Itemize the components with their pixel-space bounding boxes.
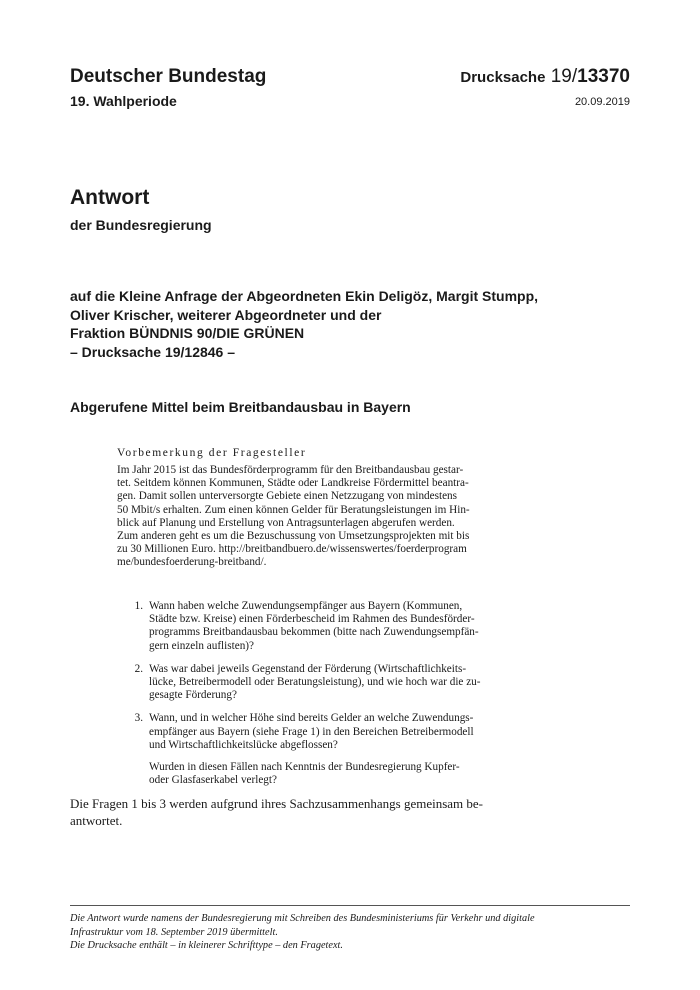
question-line: Wann haben welche Zuwendungsempfänger aus Bayern (Kommunen,: [149, 600, 463, 612]
question-line: empfänger aus Bayern (siehe Frage 1) in den Bereichen Betreibermodell: [149, 725, 474, 738]
document-subject: Abgerufene Mittel beim Breitbandausbau in Bayern: [70, 399, 411, 415]
question-line: Was war dabei jeweils Gegenstand der Förderung (Wirtschaftlichkeits-: [149, 662, 467, 675]
question-line: gern einzeln auflisten)?: [149, 639, 254, 652]
question-line: lücke, Betreibermodell oder Beratungsleistung), und wie hoch war die zu-: [149, 676, 481, 689]
question-list: [117, 600, 515, 797]
footer-divider: [70, 905, 630, 906]
question-number: 2.: [134, 662, 143, 675]
institution-title: Deutscher Bundestag: [70, 66, 267, 87]
footer-line: Die Antwort wurde namens der Bundesregierung mit Schreiben des Bundesministeriums für Verkehr und digitale: [70, 913, 535, 924]
print-number-prefix: 19/: [550, 66, 578, 87]
question-line: Wurden in diesen Fällen nach Kenntnis der Bundesregierung Kupfer-: [149, 761, 460, 774]
preliminary-line: tet. Seitdem können Kommunen, Städte oder Landkreise Fördermittel beantra-: [117, 477, 469, 490]
preliminary-line: gen. Damit sollen unterversorgte Gebiete einen Netzzugang von mindestens: [117, 490, 457, 503]
question-item: [117, 712, 515, 787]
question-number: 3.: [134, 712, 143, 725]
print-number: [460, 66, 630, 88]
question-text: [149, 600, 515, 653]
preliminary-body: [117, 464, 515, 570]
question-text: [149, 663, 515, 703]
inquiry-line: Oliver Krischer, weiterer Abgeordneter und der: [70, 306, 382, 323]
question-text: [149, 712, 515, 787]
answer-text: [70, 796, 630, 829]
preliminary-line: blick auf Planung und Erstellung von Antragsunterlagen abgerufen werden.: [117, 516, 455, 529]
document-date: 20.09.2019: [574, 96, 630, 108]
question-item: [117, 663, 515, 703]
footer-note: [70, 912, 630, 953]
print-number-value: 13370: [577, 66, 630, 87]
legislative-period: 19. Wahlperiode: [70, 93, 177, 109]
question-line: Städte bzw. Kreise) einen Förderbescheid im Rahmen des Bundesförder-: [149, 613, 475, 626]
question-number: 1.: [134, 600, 143, 612]
preliminary-line: zu 30 Millionen Euro. http://breitbandbuero.de/wissenswertes/foerderprogram: [117, 543, 467, 556]
print-label: Drucksache: [460, 69, 546, 86]
question-line: und Wirtschaftlichkeitslücke abgeflossen?: [149, 738, 338, 751]
question-line: oder Glasfaserkabel verlegt?: [149, 774, 277, 787]
question-line: Wann, und in welcher Höhe sind bereits Gelder an welche Zuwendungs-: [149, 712, 474, 725]
preliminary-remark: [117, 447, 515, 570]
preliminary-line: Zum anderen geht es um die Bezuschussung von Umsetzungsprojekten mit bis: [117, 530, 470, 543]
preliminary-line: Im Jahr 2015 ist das Bundesförderprogramm für den Breitbandausbau gestar-: [117, 464, 464, 476]
preliminary-line: me/bundesfoerderung-breitband/.: [117, 556, 267, 569]
question-line: gesagte Förderung?: [149, 689, 237, 702]
footer-line: Die Drucksache enthält – in kleinerer Schrifttype – den Fragetext.: [70, 940, 343, 951]
question-followup: [149, 761, 515, 787]
inquiry-reference: [70, 287, 538, 361]
preliminary-heading: Vorbemerkung der Fragesteller: [117, 447, 307, 459]
footer-line: Infrastruktur vom 18. September 2019 übermittelt.: [70, 926, 278, 938]
question-item: [117, 600, 515, 653]
answer-line: Die Fragen 1 bis 3 werden aufgrund ihres Sachzusammenhangs gemeinsam be-: [70, 796, 483, 811]
inquiry-line: auf die Kleine Anfrage der Abgeordneten Ekin Deligöz, Margit Stumpp,: [70, 288, 539, 304]
preliminary-line: 50 Mbit/s erhalten. Zum einen können Gelder für Beratungsleistungen im Hin-: [117, 503, 470, 516]
document-author: der Bundesregierung: [70, 217, 212, 233]
answer-line: antwortet.: [70, 812, 123, 828]
inquiry-line: – Drucksache 19/12846 –: [70, 343, 236, 360]
question-line: programms Breitbandausbau bekommen (bitte nach Zuwendungsempfän-: [149, 626, 479, 639]
document-type: Antwort: [70, 186, 150, 209]
inquiry-line: Fraktion BÜNDNIS 90/DIE GRÜNEN: [70, 325, 305, 341]
